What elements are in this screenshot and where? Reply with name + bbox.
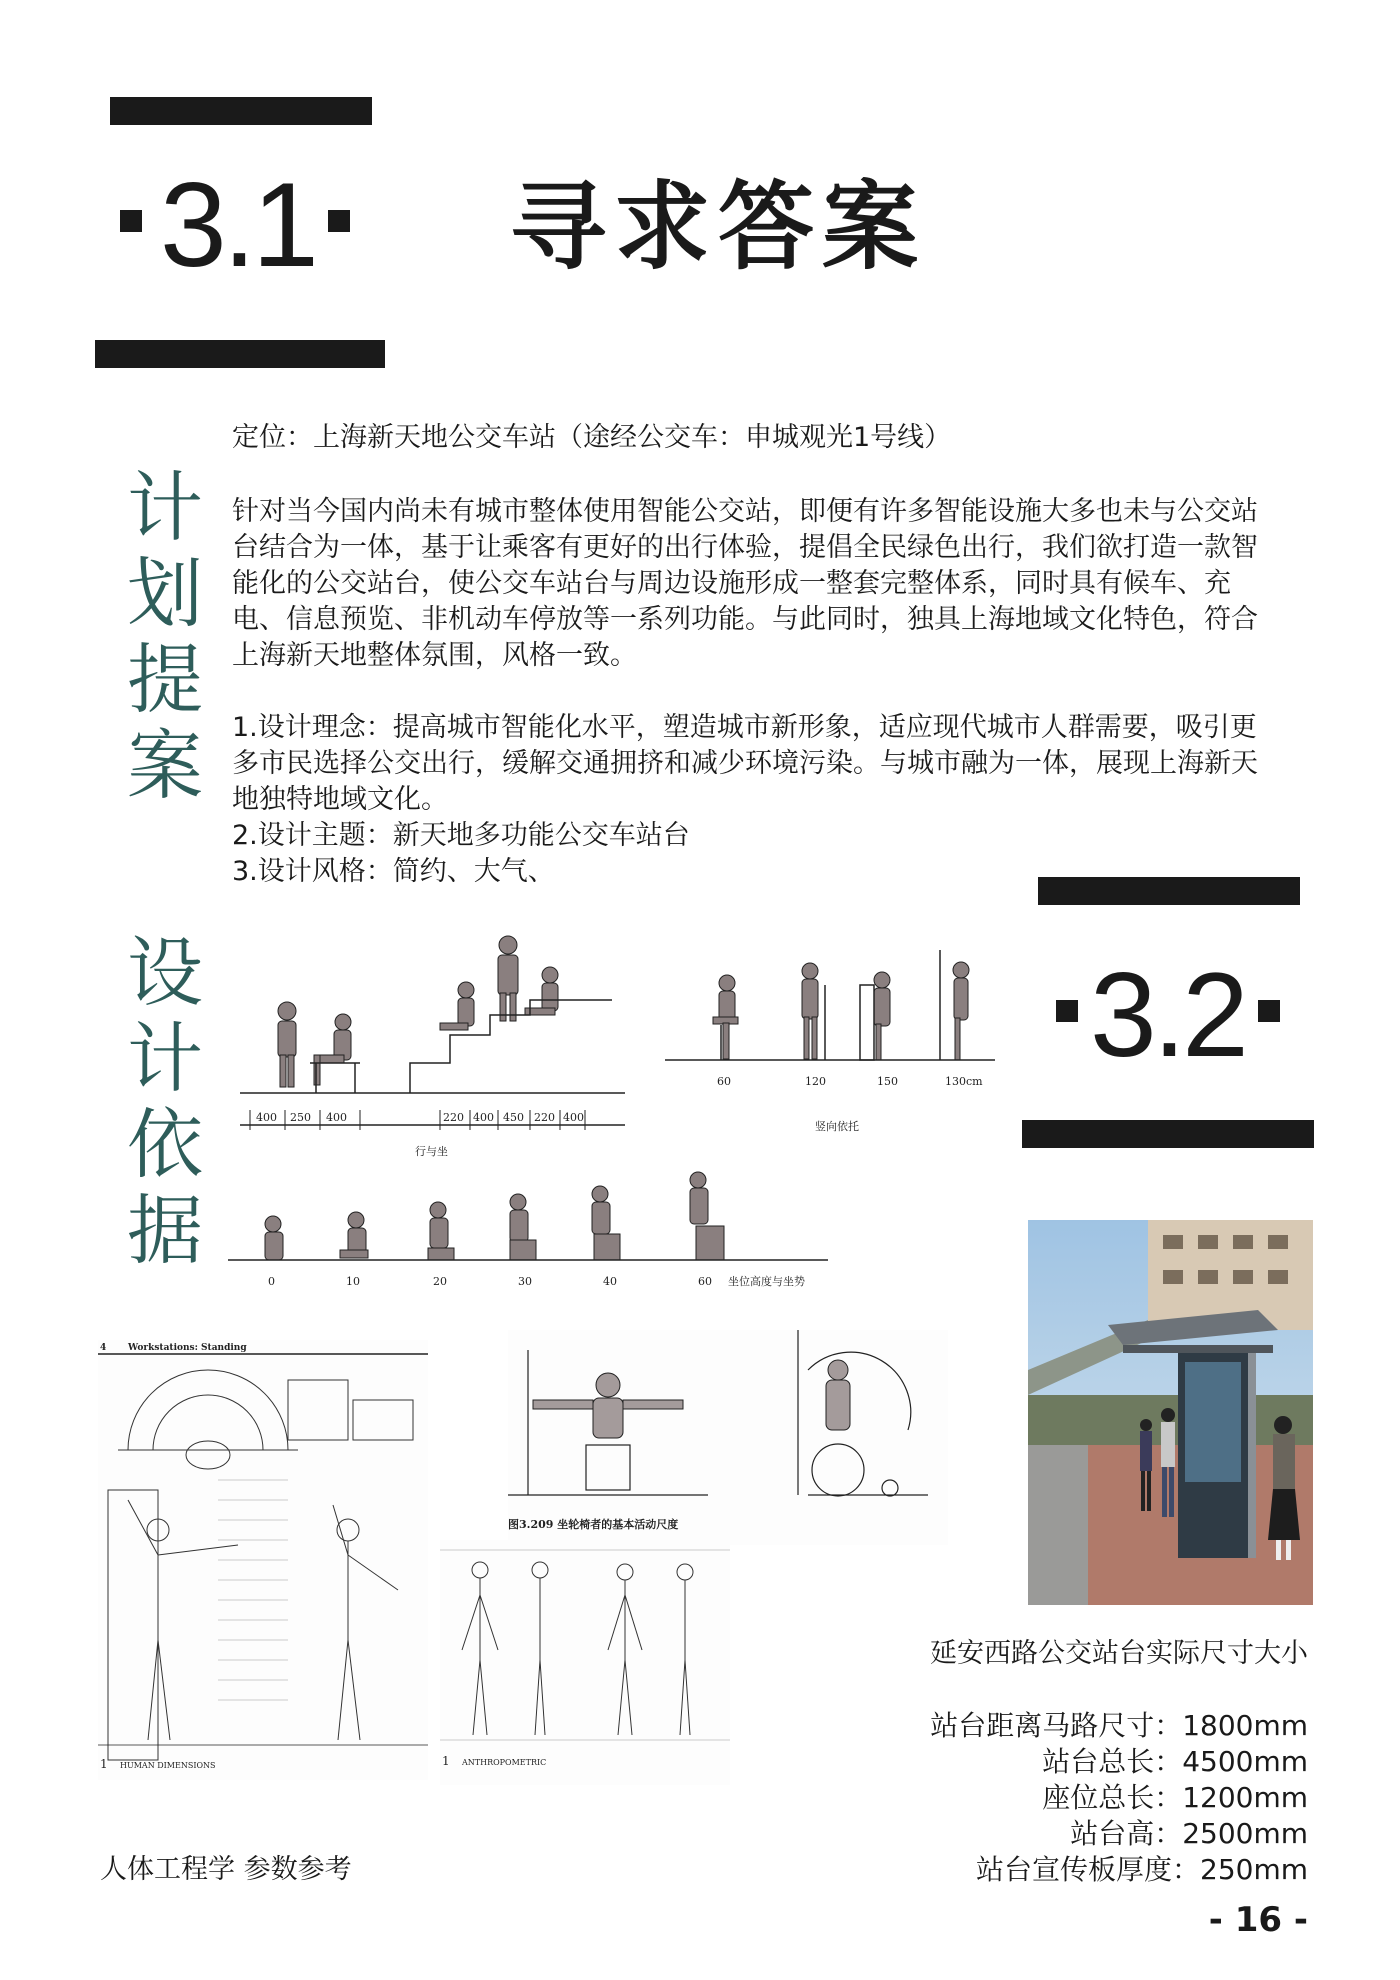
vertical-heading-2-char: 依 bbox=[127, 1100, 203, 1189]
section2-marker-left bbox=[1056, 1000, 1078, 1022]
location-line: 定位：上海新天地公交车站（途经公交车：申城观光1号线） bbox=[232, 422, 952, 453]
section-marker-left bbox=[120, 210, 142, 232]
diagram-caption: 竖向依托 bbox=[815, 1120, 859, 1133]
diagram-caption: 行与坐 bbox=[415, 1145, 448, 1158]
sheet-footer-number: 1 bbox=[442, 1754, 450, 1768]
dim-label: 150 bbox=[877, 1075, 898, 1088]
top-bar-upper bbox=[110, 97, 372, 125]
intro-paragraph: 针对当今国内尚未有城市整体使用智能公交站，即便有许多智能设施大多也未与公交站台结合为一体，基于让乘客有更好的出行体验，提倡全民绿色出行，我们欲打造一款智能化的公交站台，使公交车站台与周边设施形成一整套完整体系，同时具有候车、充电、信息预览、非机动车停放等一系列功能。与此同时，独具上海地域文化特色，符合上海新天地整体氛围，风格一致。 bbox=[232, 496, 1258, 671]
dim-label: 220 bbox=[534, 1111, 555, 1124]
dim-label: 400 bbox=[256, 1111, 277, 1124]
vertical-heading-1-char: 案 bbox=[127, 721, 203, 810]
dim-label: 250 bbox=[290, 1111, 311, 1124]
vertical-heading-1-char: 提 bbox=[127, 635, 203, 724]
diagram-vertical-lean bbox=[665, 925, 995, 1140]
section2-bar-lower bbox=[1022, 1120, 1314, 1148]
measurement-item: 站台高：2500mm bbox=[1070, 1817, 1308, 1850]
dim-label: 120 bbox=[805, 1075, 826, 1088]
measurement-list bbox=[808, 1708, 1308, 1888]
vertical-heading-2-char: 计 bbox=[127, 1014, 203, 1103]
dim-label: 450 bbox=[503, 1111, 524, 1124]
page-number: - 16 - bbox=[1208, 1900, 1308, 1940]
vertical-heading-1-char: 计 bbox=[127, 463, 203, 552]
vertical-heading-design-basis bbox=[120, 930, 210, 1274]
dim-label: 400 bbox=[326, 1111, 347, 1124]
design-point-1: 1.设计理念：提高城市智能化水平，塑造城市新形象，适应现代城市人群需要，吸引更多市民选择公交出行，缓解交通拥挤和减少环境污染。与城市融为一体，展现上海新天地独特地域文化。 bbox=[232, 712, 1258, 815]
dim-label: 400 bbox=[473, 1111, 494, 1124]
top-bar-lower bbox=[95, 340, 385, 368]
diagram-caption: 坐位高度与坐势 bbox=[728, 1275, 805, 1288]
design-point-3: 3.设计风格：简约、大气、 bbox=[232, 856, 555, 887]
wheelchair-diagram bbox=[508, 1330, 948, 1545]
vertical-heading-1-char: 划 bbox=[127, 549, 203, 638]
dim-label: 40 bbox=[603, 1275, 617, 1288]
vertical-heading-2-char: 设 bbox=[127, 928, 203, 1017]
dim-label: 400 bbox=[563, 1111, 584, 1124]
section2-bar-upper bbox=[1038, 877, 1300, 905]
design-point-2: 2.设计主题：新天地多功能公交车站台 bbox=[232, 820, 690, 851]
diagram-walk-sit bbox=[240, 915, 625, 1160]
section-number-3-1: 3.1 bbox=[160, 158, 315, 292]
vertical-heading-plan-proposal bbox=[120, 465, 210, 809]
vertical-heading-2-char: 据 bbox=[127, 1186, 203, 1275]
ergonomics-sheet-standing bbox=[98, 1340, 428, 1780]
sheet-header-number: 4 bbox=[100, 1343, 107, 1353]
dim-label: 20 bbox=[433, 1275, 447, 1288]
ergonomics-caption: 人体工程学 参数参考 bbox=[100, 1854, 352, 1885]
measurement-item: 站台宣传板厚度：250mm bbox=[976, 1853, 1308, 1886]
dim-label: 60 bbox=[698, 1275, 712, 1288]
section-number-3-2: 3.2 bbox=[1090, 948, 1245, 1082]
diagram-seat-height bbox=[228, 1170, 828, 1295]
measurement-item: 站台总长：4500mm bbox=[1042, 1745, 1308, 1778]
photo-caption: 延安西路公交站台实际尺寸大小 bbox=[930, 1638, 1308, 1669]
section-title: 寻求答案 bbox=[510, 171, 926, 283]
measurement-item: 座位总长：1200mm bbox=[1042, 1781, 1308, 1814]
dim-label: 130cm bbox=[945, 1075, 983, 1088]
bus-stop-photo bbox=[1028, 1220, 1313, 1605]
section2-marker-right bbox=[1258, 1000, 1280, 1022]
dim-label: 10 bbox=[346, 1275, 360, 1288]
ergonomics-sheet-anthropometric bbox=[440, 1540, 730, 1785]
dim-label: 60 bbox=[717, 1075, 731, 1088]
dim-label: 30 bbox=[518, 1275, 532, 1288]
measurement-item: 站台距离马路尺寸：1800mm bbox=[930, 1709, 1308, 1742]
sheet-footer-text: HUMAN DIMENSIONS bbox=[120, 1761, 216, 1770]
sheet-header-title: Workstations: Standing bbox=[128, 1343, 247, 1353]
section-marker-right bbox=[328, 210, 350, 232]
sheet-footer-number: 1 bbox=[100, 1757, 108, 1771]
dim-label: 220 bbox=[443, 1111, 464, 1124]
sheet-footer-text: ANTHROPOMETRIC bbox=[462, 1758, 547, 1767]
wheelchair-caption: 图3.209 坐轮椅者的基本活动尺度 bbox=[508, 1518, 679, 1531]
dim-label: 0 bbox=[268, 1275, 275, 1288]
